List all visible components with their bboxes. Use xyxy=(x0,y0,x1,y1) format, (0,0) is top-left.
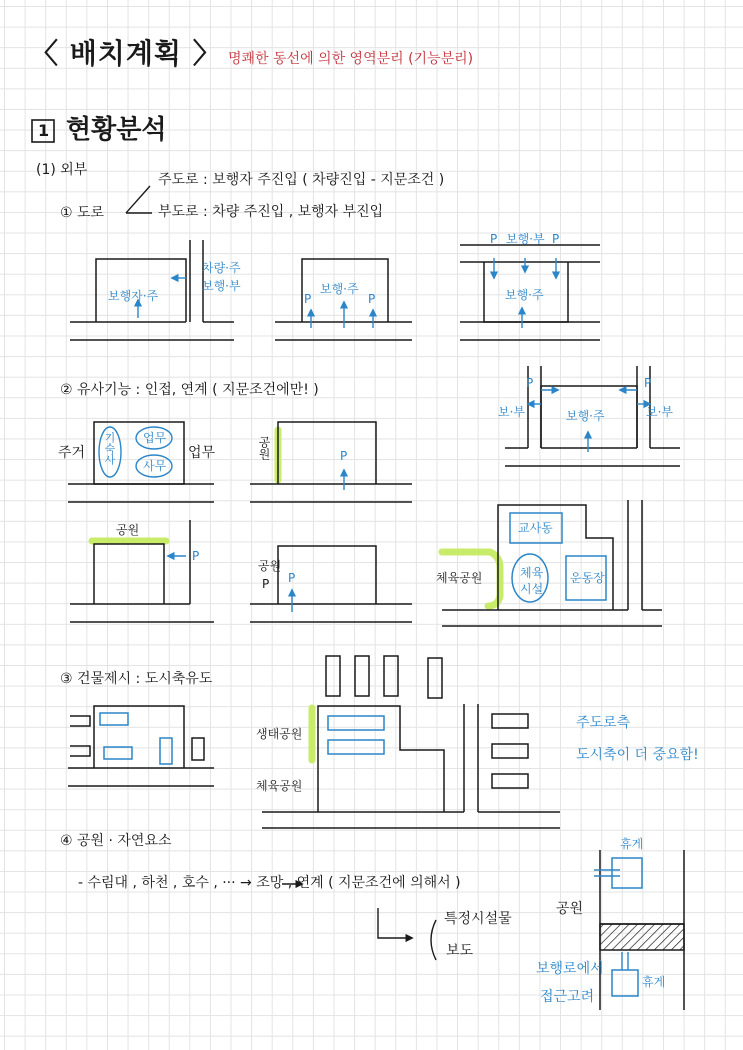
section-title: 현황분석 xyxy=(66,115,167,145)
main-road-text: 주도로 : 보행자 주진입 ( 차량진입 - 지문조건 ) xyxy=(158,172,445,188)
park-top-parking: P xyxy=(192,549,200,563)
branch-facility: 특정시설물 xyxy=(444,911,512,927)
diagram-school xyxy=(442,500,662,626)
park-side-label: 공원 xyxy=(257,436,271,460)
note-main-road: 주도로측 xyxy=(576,715,631,731)
d3-pedestrian-sub: 보행·부 xyxy=(506,232,545,246)
park-side-parking: P xyxy=(340,449,348,463)
note-walkway: 보행로에서 xyxy=(536,961,604,977)
d2-pedestrian-main: 보행·주 xyxy=(320,282,359,296)
diagram-dormitory xyxy=(68,422,214,502)
diagram-park-side xyxy=(250,422,412,502)
diagram-road-2-arrows xyxy=(311,302,373,328)
d3-parking-left: P xyxy=(490,232,498,246)
page-title: 〈 배치계획 〉 xyxy=(30,37,222,70)
rest-top: 휴게 xyxy=(620,837,644,851)
dorm-office-bottom: 사무 xyxy=(143,459,167,473)
sr-sub-left: 보·부 xyxy=(498,405,525,419)
dorm-office-top: 업무 xyxy=(143,431,167,445)
park-left-parking: P xyxy=(262,577,270,591)
d1-pedestrian-sub: 보행·부 xyxy=(202,279,241,293)
d1-vehicle-main: 차량·주 xyxy=(202,261,241,275)
diagram-building-right xyxy=(262,656,560,828)
sports-park-label: 체육공원 xyxy=(256,779,303,793)
sr-sub-right: 보·부 xyxy=(646,405,673,419)
item-road-label: ① 도로 xyxy=(60,205,105,221)
note-city-axis: 도시축이 더 중요함! xyxy=(576,747,699,763)
dorm-vertical: 기숙사 xyxy=(103,432,116,465)
dorm-office-right: 업무 xyxy=(188,445,216,461)
dorm-residence: 주거 xyxy=(58,445,86,461)
rest-bottom: 휴게 xyxy=(642,975,666,989)
note-access: 접근고려 xyxy=(540,989,595,1005)
branch-sidewalk: 보도 xyxy=(446,943,474,959)
school-sports-park: 체육공원 xyxy=(436,571,483,585)
school-gym-line1: 체육 xyxy=(520,566,544,580)
diagram-park-top xyxy=(70,520,214,622)
diagram-park-left xyxy=(250,546,412,622)
page-subtitle: 명쾌한 동선에 의한 영역분리 (기능분리) xyxy=(228,51,474,67)
park-label: 공원 xyxy=(556,901,584,917)
sub-road-text: 부도로 : 차량 주진입 , 보행자 부진입 xyxy=(158,204,384,220)
school-teacher-building: 교사동 xyxy=(518,521,553,535)
diagram-building-left xyxy=(68,706,214,786)
park-left-label: 공원 xyxy=(258,559,282,573)
diagram-park-rest xyxy=(594,850,684,1010)
sr-parking-left: P xyxy=(526,376,534,390)
park-top-label: 공원 xyxy=(116,523,140,537)
subsection-external: (1) 외부 xyxy=(36,162,88,178)
school-gym-line2: 시설 xyxy=(520,582,544,596)
school-field: 운동장 xyxy=(570,571,605,585)
park-left-parking-blue: P xyxy=(288,571,296,585)
d2-parking-left: P xyxy=(304,292,312,306)
item-park-label: ④ 공원 · 자연요소 xyxy=(60,833,172,849)
item-park-line: - 수림대 , 하천 , 호수 , ··· → 조망 , 연계 ( 지문조건에 의해서 ) xyxy=(78,875,461,891)
item-building-label: ③ 건물제시 : 도시축유도 xyxy=(60,671,213,687)
road-branch-lines xyxy=(126,186,152,213)
item4-branch-arrow xyxy=(282,884,436,960)
sr-parking-right: P xyxy=(644,376,652,390)
section-number: 1 xyxy=(38,121,50,140)
eco-park-label: 생태공원 xyxy=(256,727,303,741)
d1-pedestrian-main: 보행자·주 xyxy=(108,289,159,303)
d3-pedestrian-main: 보행·주 xyxy=(505,288,544,302)
item-similar-label: ② 유사기능 : 인접, 연계 ( 지문조건에만! ) xyxy=(60,382,319,398)
d2-parking-right: P xyxy=(368,292,376,306)
sr-main-center: 보행·주 xyxy=(566,409,605,423)
d3-parking-right: P xyxy=(552,232,560,246)
